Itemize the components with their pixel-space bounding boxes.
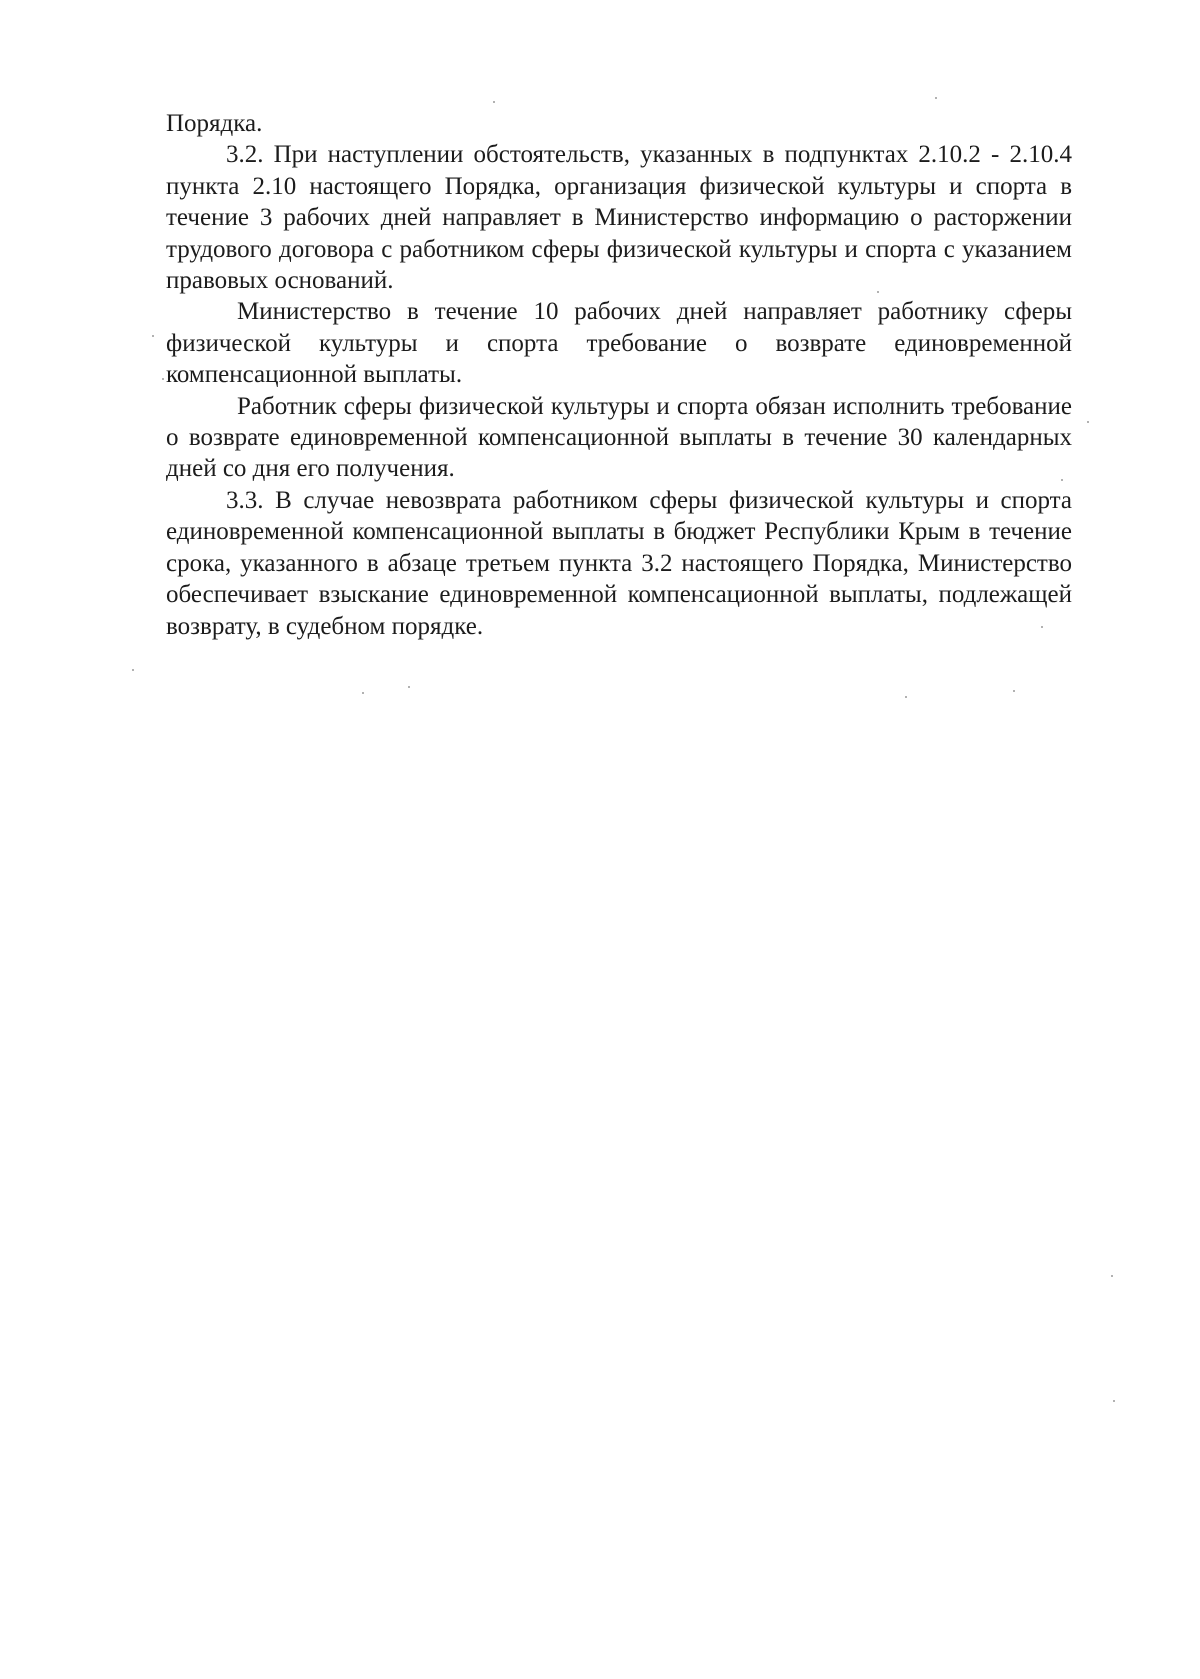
scan-speck — [1111, 1275, 1113, 1277]
scan-speck — [362, 692, 364, 694]
scan-speck — [1041, 626, 1043, 628]
scan-speck — [1113, 1400, 1115, 1402]
paragraph-worker-obligation: Работник сферы физической культуры и спорта обязан исполнить требование о возврате единовременной компенсационной выплаты в течение 30 календарных дней со дня его получения. — [166, 392, 1072, 483]
paragraph-clause-3-3: 3.3. В случае невозврата работником сферы физической культуры и спорта единовременной компенсационной выплаты в бюджет Республики Крым в течение срока, указанного в абзаце третьем пункта 3.2 настоящего Порядка, Министерство обеспечивает взыскание единовременной компенсационной выплаты, подлежащей возврату, в судебном порядке. — [166, 486, 1072, 640]
paragraph-ministry-demand: Министерство в течение 10 рабочих дней направляет работнику сферы физической культуры и спорта требование о возврате единовременной компенсационной выплаты. — [166, 298, 1072, 389]
paragraph-continuation: Порядка. — [166, 110, 263, 137]
scan-speck — [493, 101, 495, 103]
scan-speck — [152, 335, 154, 337]
scan-speck — [935, 97, 937, 99]
scan-speck — [132, 669, 134, 671]
document-body — [166, 108, 1072, 642]
scan-speck — [1061, 479, 1063, 481]
scan-speck — [1087, 421, 1089, 423]
paragraph-clause-3-2: 3.2. При наступлении обстоятельств, указанных в подпунктах 2.10.2 - 2.10.4 пункта 2.10 настоящего Порядка, организация физической культуры и спорта в течение 3 рабочих дней направляет в Министерство информацию о расторжении трудового договора с работником сферы физической культуры и спорта с указанием правовых оснований. — [166, 141, 1072, 295]
scan-speck — [1013, 690, 1015, 692]
scan-speck — [877, 291, 879, 293]
scan-speck — [408, 686, 410, 688]
scan-speck — [905, 696, 907, 698]
scan-speck — [162, 378, 164, 380]
